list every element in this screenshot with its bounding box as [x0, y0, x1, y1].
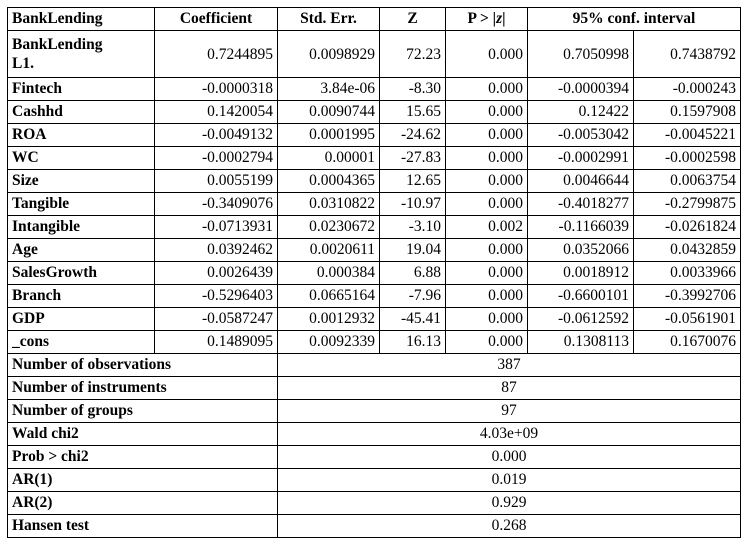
table-row [8, 285, 741, 308]
table-row [8, 331, 741, 354]
cell-p-value: 0.000 [446, 31, 528, 78]
table-row [8, 147, 741, 170]
cell-p-value: 0.000 [446, 331, 528, 354]
header-p-prefix: P > | [467, 10, 497, 27]
cell-p-value: 0.000 [446, 193, 528, 216]
row-variable: Branch [8, 285, 155, 308]
cell-coefficient: -0.0000318 [155, 78, 278, 101]
cell-ci-lower: -0.0612592 [528, 308, 634, 331]
stat-row [8, 354, 741, 377]
cell-ci-upper: 0.0432859 [634, 239, 741, 262]
cell-coefficient: -0.0049132 [155, 124, 278, 147]
stat-row [8, 423, 741, 446]
cell-z: -3.10 [380, 216, 446, 239]
table-row [8, 239, 741, 262]
row-variable: Fintech [8, 78, 155, 101]
table-row [8, 31, 741, 78]
table-row [8, 124, 741, 147]
cell-p-value: 0.000 [446, 147, 528, 170]
cell-ci-lower: -0.1166039 [528, 216, 634, 239]
stat-value: 0.268 [278, 515, 741, 538]
cell-z: -8.30 [380, 78, 446, 101]
cell-ci-upper: -0.3992706 [634, 285, 741, 308]
stat-row [8, 515, 741, 538]
cell-ci-lower: -0.4018277 [528, 193, 634, 216]
cell-ci-upper: -0.0261824 [634, 216, 741, 239]
row-variable-line1: BankLending [12, 36, 103, 53]
cell-ci-lower: -0.0002991 [528, 147, 634, 170]
cell-z: -24.62 [380, 124, 446, 147]
cell-z: -10.97 [380, 193, 446, 216]
cell-z: 15.65 [380, 101, 446, 124]
header-coefficient: Coefficient [155, 8, 278, 31]
cell-coefficient: -0.0713931 [155, 216, 278, 239]
cell-coefficient: -0.5296403 [155, 285, 278, 308]
cell-ci-upper: 0.0033966 [634, 262, 741, 285]
cell-std-err: 0.0001995 [278, 124, 380, 147]
cell-ci-upper: -0.2799875 [634, 193, 741, 216]
cell-ci-upper: -0.000243 [634, 78, 741, 101]
table-row [8, 193, 741, 216]
regression-results-table [7, 7, 741, 538]
cell-ci-lower: 0.7050998 [528, 31, 634, 78]
cell-std-err: 3.84e-06 [278, 78, 380, 101]
cell-coefficient: 0.7244895 [155, 31, 278, 78]
regression-table-container [7, 7, 741, 538]
cell-p-value: 0.002 [446, 216, 528, 239]
header-conf-interval: 95% conf. interval [528, 8, 741, 31]
header-p-value [446, 8, 528, 31]
stat-value: 4.03e+09 [278, 423, 741, 446]
header-p-suffix: | [502, 10, 506, 27]
header-std-err: Std. Err. [278, 8, 380, 31]
stat-value: 0.929 [278, 492, 741, 515]
table-row [8, 101, 741, 124]
cell-ci-upper: -0.0002598 [634, 147, 741, 170]
stat-row [8, 377, 741, 400]
table-row [8, 262, 741, 285]
cell-std-err: 0.0310822 [278, 193, 380, 216]
cell-coefficient: 0.0392462 [155, 239, 278, 262]
cell-std-err: 0.0012932 [278, 308, 380, 331]
cell-coefficient: 0.1420054 [155, 101, 278, 124]
stat-label: Number of observations [8, 354, 278, 377]
cell-std-err: 0.0092339 [278, 331, 380, 354]
cell-coefficient: 0.0026439 [155, 262, 278, 285]
cell-ci-lower: 0.1308113 [528, 331, 634, 354]
cell-ci-upper: 0.1597908 [634, 101, 741, 124]
stat-row [8, 400, 741, 423]
cell-std-err: 0.000384 [278, 262, 380, 285]
row-variable: Cashhd [8, 101, 155, 124]
row-variable: Intangible [8, 216, 155, 239]
cell-ci-upper: 0.7438792 [634, 31, 741, 78]
stat-label: Number of groups [8, 400, 278, 423]
stat-value: 0.000 [278, 446, 741, 469]
cell-p-value: 0.000 [446, 239, 528, 262]
cell-p-value: 0.000 [446, 170, 528, 193]
cell-ci-upper: 0.0063754 [634, 170, 741, 193]
stat-label: Hansen test [8, 515, 278, 538]
cell-ci-upper: -0.0561901 [634, 308, 741, 331]
stat-value: 0.019 [278, 469, 741, 492]
stat-label: Number of instruments [8, 377, 278, 400]
stat-row [8, 469, 741, 492]
cell-coefficient: -0.0587247 [155, 308, 278, 331]
stat-value: 97 [278, 400, 741, 423]
cell-ci-lower: 0.0352066 [528, 239, 634, 262]
cell-z: 72.23 [380, 31, 446, 78]
cell-coefficient: 0.0055199 [155, 170, 278, 193]
cell-p-value: 0.000 [446, 124, 528, 147]
stat-value: 387 [278, 354, 741, 377]
cell-std-err: 0.0090744 [278, 101, 380, 124]
header-p-var: z [496, 10, 503, 27]
cell-std-err: 0.0020611 [278, 239, 380, 262]
cell-coefficient: -0.3409076 [155, 193, 278, 216]
stat-row [8, 446, 741, 469]
header-variable: BankLending [8, 8, 155, 31]
row-variable: Age [8, 239, 155, 262]
cell-ci-lower: -0.0000394 [528, 78, 634, 101]
stat-row [8, 492, 741, 515]
cell-p-value: 0.000 [446, 78, 528, 101]
cell-ci-upper: 0.1670076 [634, 331, 741, 354]
cell-z: 12.65 [380, 170, 446, 193]
cell-ci-upper: -0.0045221 [634, 124, 741, 147]
row-variable-line2: L1. [12, 55, 34, 72]
stat-label: AR(2) [8, 492, 278, 515]
cell-z: 19.04 [380, 239, 446, 262]
cell-p-value: 0.000 [446, 101, 528, 124]
stat-label: AR(1) [8, 469, 278, 492]
cell-z: -45.41 [380, 308, 446, 331]
header-row [8, 8, 741, 31]
cell-coefficient: -0.0002794 [155, 147, 278, 170]
table-row [8, 170, 741, 193]
table-row [8, 308, 741, 331]
cell-std-err: 0.0665164 [278, 285, 380, 308]
row-variable: _cons [8, 331, 155, 354]
cell-z: 16.13 [380, 331, 446, 354]
row-variable: ROA [8, 124, 155, 147]
cell-p-value: 0.000 [446, 262, 528, 285]
cell-std-err: 0.0098929 [278, 31, 380, 78]
cell-z: -27.83 [380, 147, 446, 170]
cell-z: 6.88 [380, 262, 446, 285]
table-row [8, 78, 741, 101]
stat-label: Wald chi2 [8, 423, 278, 446]
row-variable: Tangible [8, 193, 155, 216]
row-variable: SalesGrowth [8, 262, 155, 285]
cell-p-value: 0.000 [446, 285, 528, 308]
cell-p-value: 0.000 [446, 308, 528, 331]
cell-std-err: 0.0004365 [278, 170, 380, 193]
cell-ci-lower: 0.0018912 [528, 262, 634, 285]
table-row [8, 216, 741, 239]
cell-coefficient: 0.1489095 [155, 331, 278, 354]
cell-ci-lower: -0.0053042 [528, 124, 634, 147]
cell-std-err: 0.0230672 [278, 216, 380, 239]
row-variable: WC [8, 147, 155, 170]
cell-std-err: 0.00001 [278, 147, 380, 170]
row-variable: Size [8, 170, 155, 193]
stat-label: Prob > chi2 [8, 446, 278, 469]
row-variable: GDP [8, 308, 155, 331]
row-variable [8, 31, 155, 78]
cell-z: -7.96 [380, 285, 446, 308]
cell-ci-lower: 0.12422 [528, 101, 634, 124]
header-z: Z [380, 8, 446, 31]
cell-ci-lower: -0.6600101 [528, 285, 634, 308]
stat-value: 87 [278, 377, 741, 400]
cell-ci-lower: 0.0046644 [528, 170, 634, 193]
